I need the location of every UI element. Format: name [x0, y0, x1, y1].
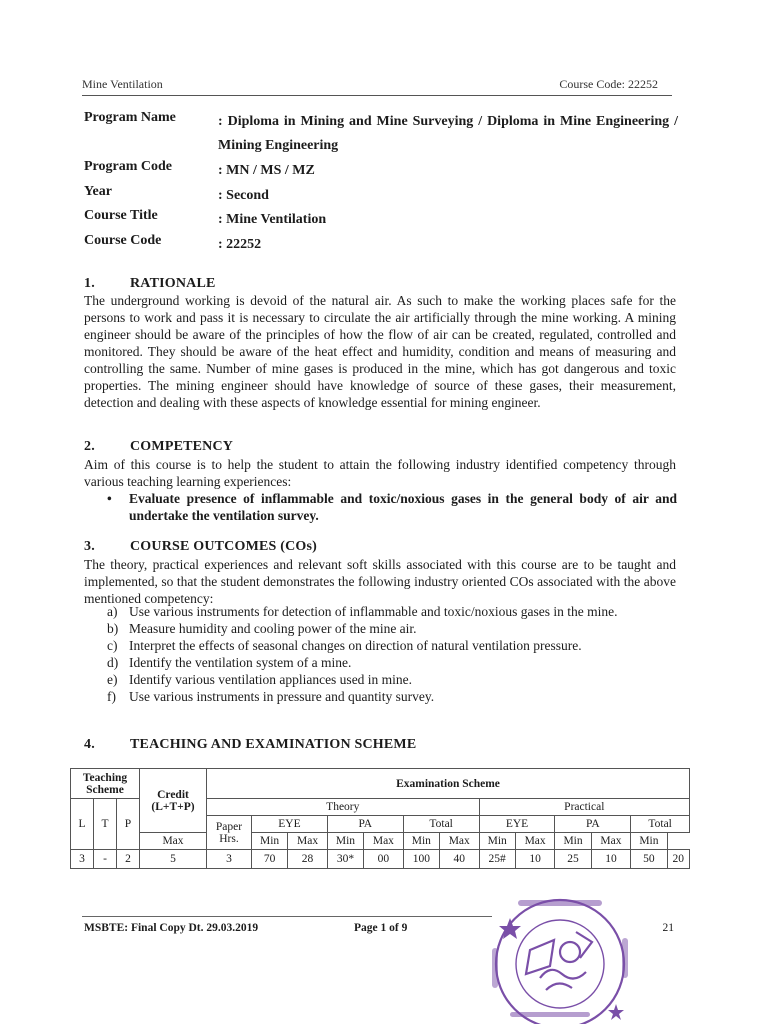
practical-header: Practical [479, 799, 689, 816]
list-item-text: Use various instruments for detection of inflammable and toxic/noxious gases in the mine. [129, 604, 618, 619]
table-row [71, 850, 690, 869]
course-meta [84, 110, 684, 257]
table-cell: 25 [555, 850, 591, 869]
paper-hrs-header: Paper Hrs. [207, 816, 252, 850]
practical-eye-header: EYE [479, 816, 555, 833]
footer-page-number: Page 1 of 9 [354, 922, 408, 934]
min-header: Min [479, 833, 515, 850]
meta-value: : 22252 [218, 236, 262, 252]
meta-value: : Mine Ventilation [218, 212, 327, 227]
table-cell: - [94, 850, 117, 869]
section-heading-competency [84, 439, 233, 455]
theory-pa-header: PA [327, 816, 403, 833]
list-item [107, 671, 677, 688]
list-item [107, 603, 677, 620]
theory-total-header: Total [403, 816, 479, 833]
table-cell: 25# [479, 850, 515, 869]
max-header: Max [515, 833, 555, 850]
footer-folio: 21 [662, 922, 674, 934]
theory-header: Theory [207, 799, 480, 816]
teaching-scheme-header: Teaching Scheme [71, 769, 140, 799]
list-item-label: a) [107, 604, 118, 619]
bullet-dot-icon: • [107, 491, 112, 506]
list-item-label: b) [107, 621, 119, 636]
list-item-label: c) [107, 638, 118, 653]
table-cell: 40 [439, 850, 479, 869]
list-item [107, 620, 677, 637]
examination-scheme-header: Examination Scheme [207, 769, 690, 799]
meta-row [84, 110, 684, 159]
section-title: RATIONALE [130, 276, 216, 291]
table-cell: 100 [403, 850, 439, 869]
p-header: P [117, 799, 140, 850]
credit-header: Credit (L+T+P) [140, 769, 207, 833]
section-heading-rationale [84, 276, 216, 292]
max-header: Max [364, 833, 404, 850]
competency-statement: Evaluate presence of inflammable and toxic/noxious gases in the general body of air and undertake the ventilation survey. [129, 491, 677, 523]
list-item-text: Use various instruments in pressure and quantity survey. [129, 689, 435, 704]
theory-eye-header: EYE [252, 816, 328, 833]
section-number: 4. [84, 737, 95, 752]
list-item [107, 688, 677, 705]
l-header: L [71, 799, 94, 850]
list-item-text: Measure humidity and cooling power of the mine air. [129, 621, 417, 636]
list-item [107, 637, 677, 654]
table-cell: 00 [364, 850, 404, 869]
t-header: T [94, 799, 117, 850]
competency-paragraph: Aim of this course is to help the student to attain the following industry identified competency through various teaching learning experiences: [84, 457, 676, 489]
min-header: Min [327, 833, 363, 850]
table-cell: 10 [515, 850, 555, 869]
header-course-code: Course Code: 22252 [559, 77, 658, 91]
section-number: 1. [84, 276, 95, 291]
list-item-label: f) [107, 689, 116, 704]
max-header: Max [439, 833, 479, 850]
teaching-examination-table [70, 768, 690, 869]
list-item-text: Interpret the effects of seasonal changes on direction of natural ventilation pressure. [129, 638, 582, 653]
meta-key: Course Title [84, 208, 158, 223]
max-header: Max [288, 833, 328, 850]
min-header: Min [403, 833, 439, 850]
table-cell: 3 [71, 850, 94, 869]
section-number: 3. [84, 539, 95, 554]
meta-key: Program Name [84, 110, 176, 125]
table-cell: 30* [327, 850, 363, 869]
list-item-text: Identify the ventilation system of a mine. [129, 655, 352, 670]
list-item [107, 654, 677, 671]
meta-value: : Second [218, 187, 269, 203]
section-heading-teaching-scheme [84, 737, 416, 753]
max-header: Max [140, 833, 207, 850]
list-item-label: e) [107, 672, 118, 687]
table-cell: 70 [252, 850, 288, 869]
section-title: COMPETENCY [130, 439, 234, 454]
board-seal-stamp [480, 892, 640, 1024]
meta-key: Program Code [84, 159, 172, 174]
min-header: Min [252, 833, 288, 850]
header-divider [82, 95, 672, 96]
section-title: COURSE OUTCOMES (COs) [130, 539, 317, 554]
max-header: Max [591, 833, 631, 850]
table-cell: 20 [667, 850, 690, 869]
meta-key: Year [84, 183, 112, 199]
meta-value: : MN / MS / MZ [218, 163, 315, 178]
meta-value: : Diploma in Mining and Mine Surveying / Diploma in Mine Engineering / Mining Engineering [218, 114, 678, 153]
course-outcomes-list [107, 603, 677, 705]
table-cell: 2 [117, 850, 140, 869]
footer-copy-label: MSBTE: Final Copy Dt. 29.03.2019 [84, 922, 259, 934]
table-cell: 10 [591, 850, 631, 869]
table-cell: 3 [207, 850, 252, 869]
meta-row [84, 208, 684, 233]
min-header: Min [631, 833, 667, 850]
table-cell: 50 [631, 850, 667, 869]
list-item-label: d) [107, 655, 119, 670]
footer-divider [82, 916, 492, 917]
min-header: Min [555, 833, 591, 850]
section-title: TEACHING AND EXAMINATION SCHEME [130, 737, 417, 752]
practical-pa-header: PA [555, 816, 631, 833]
meta-row [84, 159, 684, 184]
list-item-text: Identify various ventilation appliances used in mine. [129, 672, 413, 687]
meta-row [84, 184, 684, 209]
table-cell: 28 [288, 850, 328, 869]
table-cell: 5 [140, 850, 207, 869]
header-course-name: Mine Ventilation [82, 77, 163, 91]
section-number: 2. [84, 439, 95, 454]
rationale-paragraph: The underground working is devoid of the natural air. As such to make the working places safe for the persons to work and pass it is necessary to circulate the air artificially through the mine working. A mining engineer should be aware of the principles of how the flow of air can be created, regulated, controlled and monitored. They should be aware of the heat effect and humidity, condition and means of measuring and controlling the same. Number of mine gases is produced in the mine, which has got dangerous and toxic properties. The mining engineer should have knowledge of source of these gases, their measurement, detection and dealing with these aspects of knowledge essential for mining engineer. [84, 293, 676, 410]
meta-key: Course Code [84, 232, 162, 248]
section-heading-course-outcomes [84, 539, 317, 555]
page-header [82, 77, 658, 97]
course-outcomes-paragraph: The theory, practical experiences and relevant soft skills associated with this course are to be taught and implemented, so that the student demonstrates the following industry oriented COs associated with the above mentioned competency: [84, 557, 676, 606]
meta-row [84, 233, 684, 258]
practical-total-header: Total [631, 816, 690, 833]
